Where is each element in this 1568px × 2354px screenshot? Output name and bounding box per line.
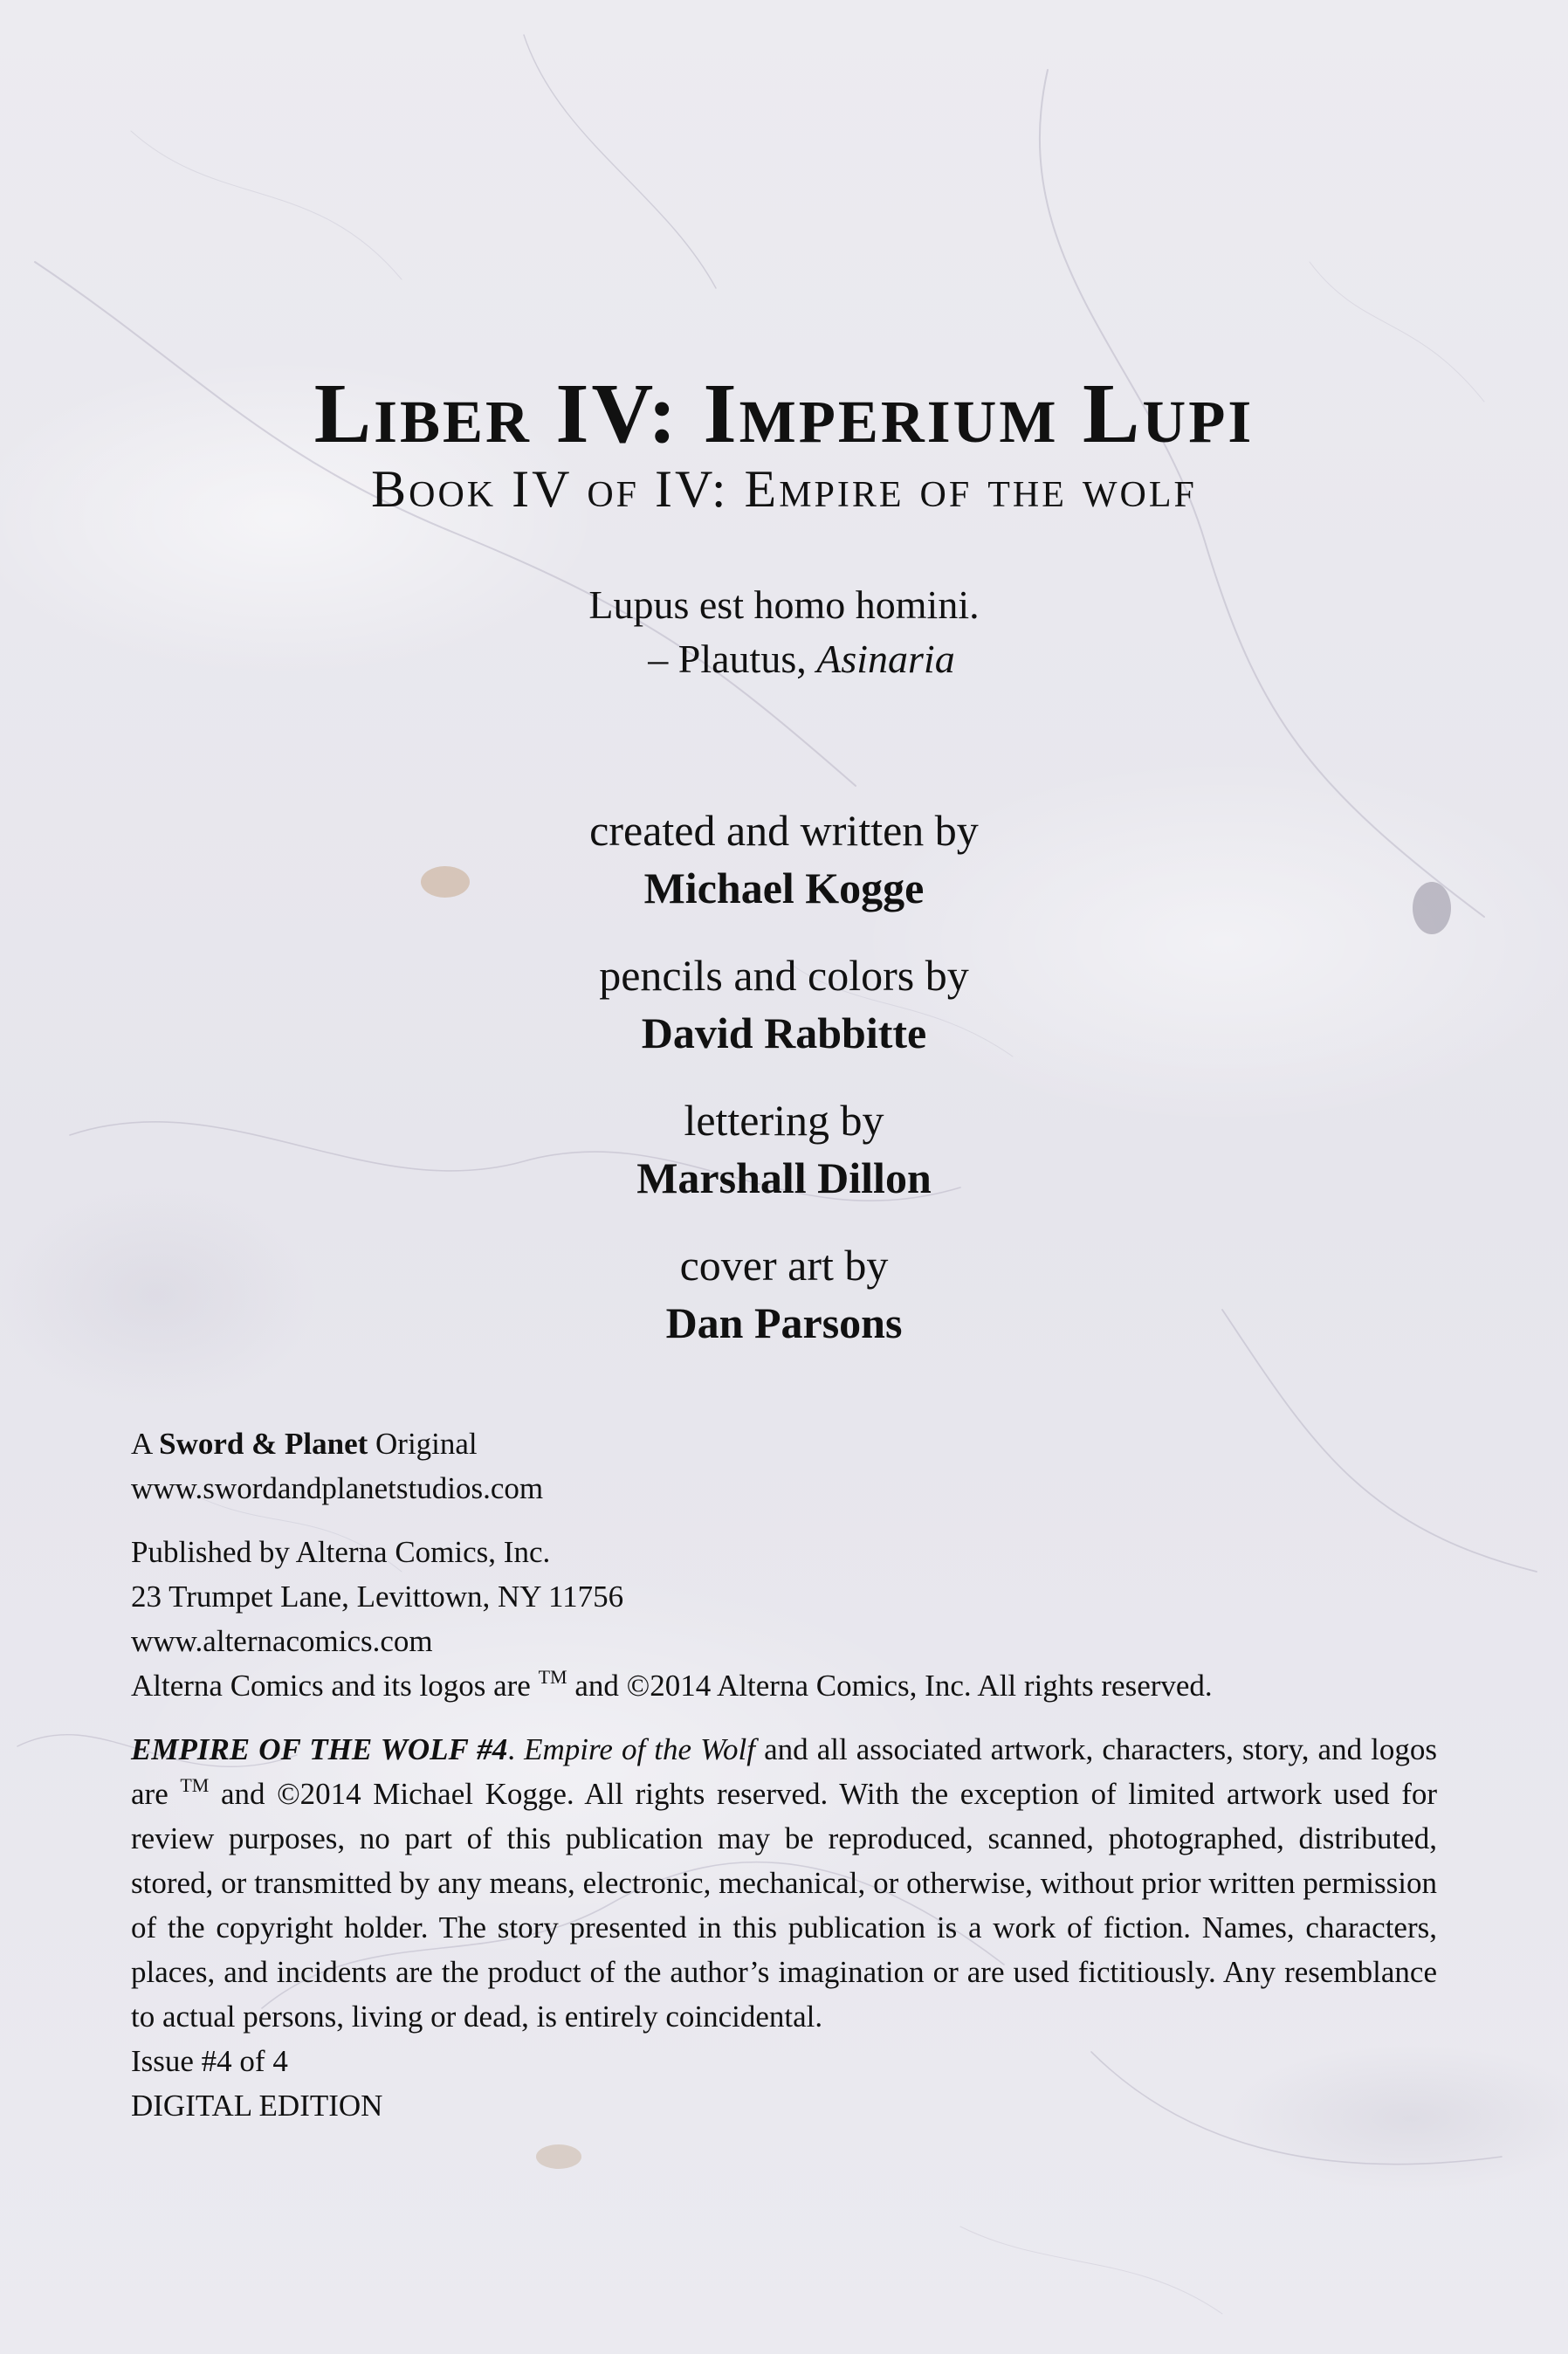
credit-role: lettering by xyxy=(684,1096,884,1145)
credit-name: David Rabbitte xyxy=(641,1008,927,1057)
studio-block xyxy=(131,1421,1437,1511)
issue-block xyxy=(131,2039,1437,2128)
publisher-website: www.alternacomics.com xyxy=(131,1624,433,1658)
publisher-line: Published by Alterna Comics, Inc. xyxy=(131,1535,551,1569)
epigraph-quote: Lupus est homo homini. xyxy=(588,582,980,627)
publisher-address: 23 Trumpet Lane, Levittown, NY 11756 xyxy=(131,1580,624,1614)
studio-suffix: Original xyxy=(375,1427,478,1461)
issue-number: Issue #4 of 4 xyxy=(131,2044,288,2078)
issue-edition: DIGITAL EDITION xyxy=(131,2089,383,2123)
credit-name: Dan Parsons xyxy=(665,1298,903,1347)
publication-info xyxy=(131,1421,1437,2128)
epigraph-work: Asinaria xyxy=(816,637,955,681)
credit-writer xyxy=(0,802,1568,917)
legal-notice xyxy=(131,1727,1437,2039)
title-block xyxy=(0,367,1568,518)
epigraph xyxy=(0,578,1568,686)
credit-letterer xyxy=(0,1091,1568,1207)
credits xyxy=(0,802,1568,1381)
credit-name: Michael Kogge xyxy=(643,864,925,912)
legal-text: and ©2014 Michael Kogge. All rights reserved. With the exception of limited artwork used for review purposes, no part of this publication may be reproduced, scanned, photographed, distributed, stored, or transmitted by any means, electronic, mechanical, or otherwise, without prior written permission of the copyright holder. The story presented in this publication is a work of fiction. Names, characters, places, and incidents are the product of the author’s imagination or are used fictitiously. Any resemblance to actual persons, living or dead, is entirely coincidental. xyxy=(131,1777,1438,2034)
epigraph-attribution xyxy=(0,632,1568,686)
book-title: Liber IV: Imperium Lupi xyxy=(313,367,1255,461)
epigraph-author: – Plautus, xyxy=(648,637,807,681)
credit-cover-artist xyxy=(0,1236,1568,1352)
book-subtitle: Book IV of IV: Empire of the wolf xyxy=(371,460,1197,518)
studio-prefix: A xyxy=(131,1427,152,1461)
credit-role: cover art by xyxy=(679,1241,889,1290)
legal-lead: EMPIRE OF THE WOLF #4 xyxy=(131,1732,508,1766)
legal-text: and all associated artwork, characters, story, and logos are xyxy=(131,1732,1438,1811)
publisher-block xyxy=(131,1530,1437,1708)
studio-website: www.swordandplanetstudios.com xyxy=(131,1471,544,1505)
trademark-symbol: TM xyxy=(180,1774,210,1796)
publisher-rights xyxy=(131,1663,1437,1708)
studio-name: Sword & Planet xyxy=(159,1427,368,1461)
legal-work-title: Empire of the Wolf xyxy=(524,1732,755,1766)
publisher-rights-text: and ©2014 Alterna Comics, Inc. All rights reserved. xyxy=(574,1669,1213,1703)
studio-line xyxy=(131,1421,1437,1466)
credit-name: Marshall Dillon xyxy=(636,1153,932,1202)
credit-artist xyxy=(0,946,1568,1062)
credit-role: created and written by xyxy=(589,806,979,855)
publisher-rights-text: Alterna Comics and its logos are xyxy=(131,1669,531,1703)
legal-lead-punct: . xyxy=(507,1732,516,1766)
credit-role: pencils and colors by xyxy=(599,951,969,1000)
trademark-symbol: TM xyxy=(538,1666,567,1688)
